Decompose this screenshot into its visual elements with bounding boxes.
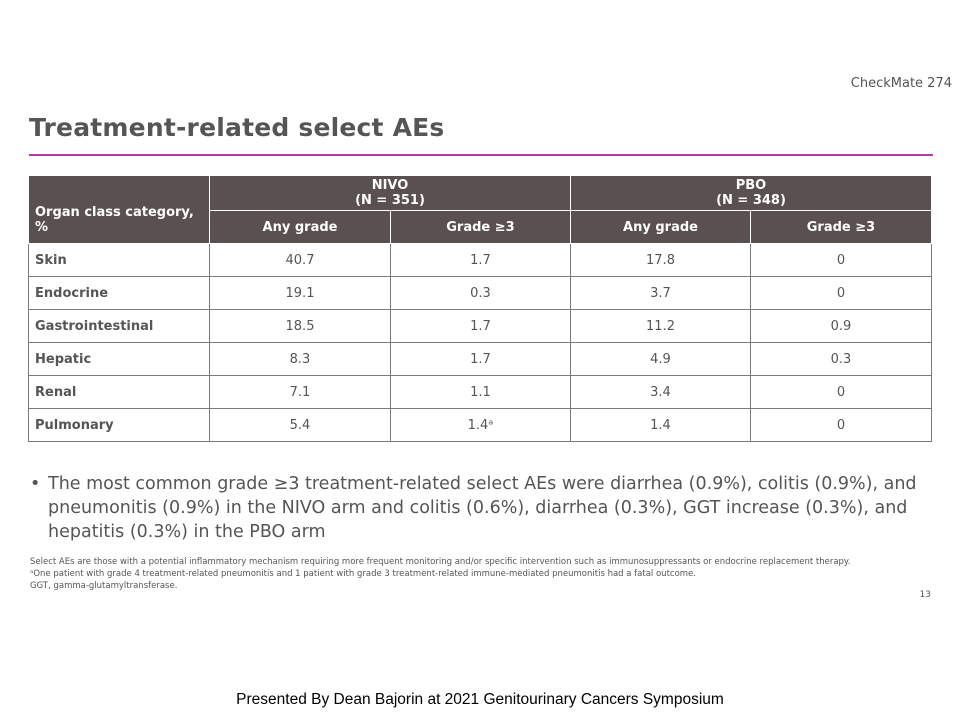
page-number: 13 [919, 590, 931, 600]
table-row [29, 244, 932, 277]
value-cell: 1.4 [571, 409, 751, 442]
value-cell: 0.9 [751, 310, 932, 343]
table-row [29, 409, 932, 442]
footnote: GGT, gamma-glutamyltransferase. [30, 581, 178, 591]
value-cell: 5.4 [210, 409, 391, 442]
value-cell: 3.4 [571, 376, 751, 409]
value-cell: 0 [751, 244, 932, 277]
table-row [29, 277, 932, 310]
row-header: Organ class category, % [29, 176, 210, 244]
presenter-credit: Presented By Dean Bajorin at 2021 Genitourinary Cancers Symposium [236, 691, 724, 708]
value-cell: 1.1 [391, 376, 571, 409]
value-cell: 40.7 [210, 244, 391, 277]
subheader: Grade ≥3 [751, 211, 932, 244]
value-cell: 1.7 [391, 343, 571, 376]
value-cell: 11.2 [571, 310, 751, 343]
category-cell: Pulmonary [29, 409, 210, 442]
footnote: Select AEs are those with a potential inflammatory mechanism requiring more frequent monitoring and/or specific intervention such as immunosuppressants or endocrine replacement therapy. [30, 557, 851, 567]
trial-label: CheckMate 274 [850, 76, 952, 91]
category-cell: Endocrine [29, 277, 210, 310]
value-cell: 19.1 [210, 277, 391, 310]
summary-bullet [30, 472, 935, 544]
value-cell: 18.5 [210, 310, 391, 343]
value-cell: 17.8 [571, 244, 751, 277]
ae-table [28, 175, 932, 442]
category-cell: Gastrointestinal [29, 310, 210, 343]
table-row [29, 376, 932, 409]
value-cell: 3.7 [571, 277, 751, 310]
value-cell: 0.3 [751, 343, 932, 376]
value-cell: 0 [751, 409, 932, 442]
group-header-pbo: PBO (N = 348) [571, 176, 932, 211]
value-cell: 8.3 [210, 343, 391, 376]
bullet-dot-icon: • [30, 474, 41, 494]
slide-title: Treatment-related select AEs [29, 113, 445, 142]
table-row [29, 310, 932, 343]
subheader: Any grade [571, 211, 751, 244]
value-cell: 0.3 [391, 277, 571, 310]
footnotes [30, 556, 930, 592]
table-row [29, 343, 932, 376]
bullet-text: The most common grade ≥3 treatment-related select AEs were diarrhea (0.9%), colitis (0.9%), and pneumonitis (0.9%) in the NIVO arm and colitis (0.6%), diarrhea (0.3%), GGT increase (0.3%), and hepatitis (0.3%) in the PBO arm [48, 474, 917, 542]
value-cell: 4.9 [571, 343, 751, 376]
value-cell: 1.7 [391, 244, 571, 277]
value-cell: 7.1 [210, 376, 391, 409]
value-cell: 0 [751, 277, 932, 310]
value-cell: 1.7 [391, 310, 571, 343]
subheader: Any grade [210, 211, 391, 244]
category-cell: Renal [29, 376, 210, 409]
category-cell: Hepatic [29, 343, 210, 376]
group-header-nivo: NIVO (N = 351) [210, 176, 571, 211]
title-divider [29, 154, 933, 156]
subheader: Grade ≥3 [391, 211, 571, 244]
value-cell: 1.4ᵃ [391, 409, 571, 442]
value-cell: 0 [751, 376, 932, 409]
category-cell: Skin [29, 244, 210, 277]
footnote: ᵃOne patient with grade 4 treatment-related pneumonitis and 1 patient with grade 3 treatment-related immune-mediated pneumonitis had a fatal outcome. [30, 569, 696, 579]
